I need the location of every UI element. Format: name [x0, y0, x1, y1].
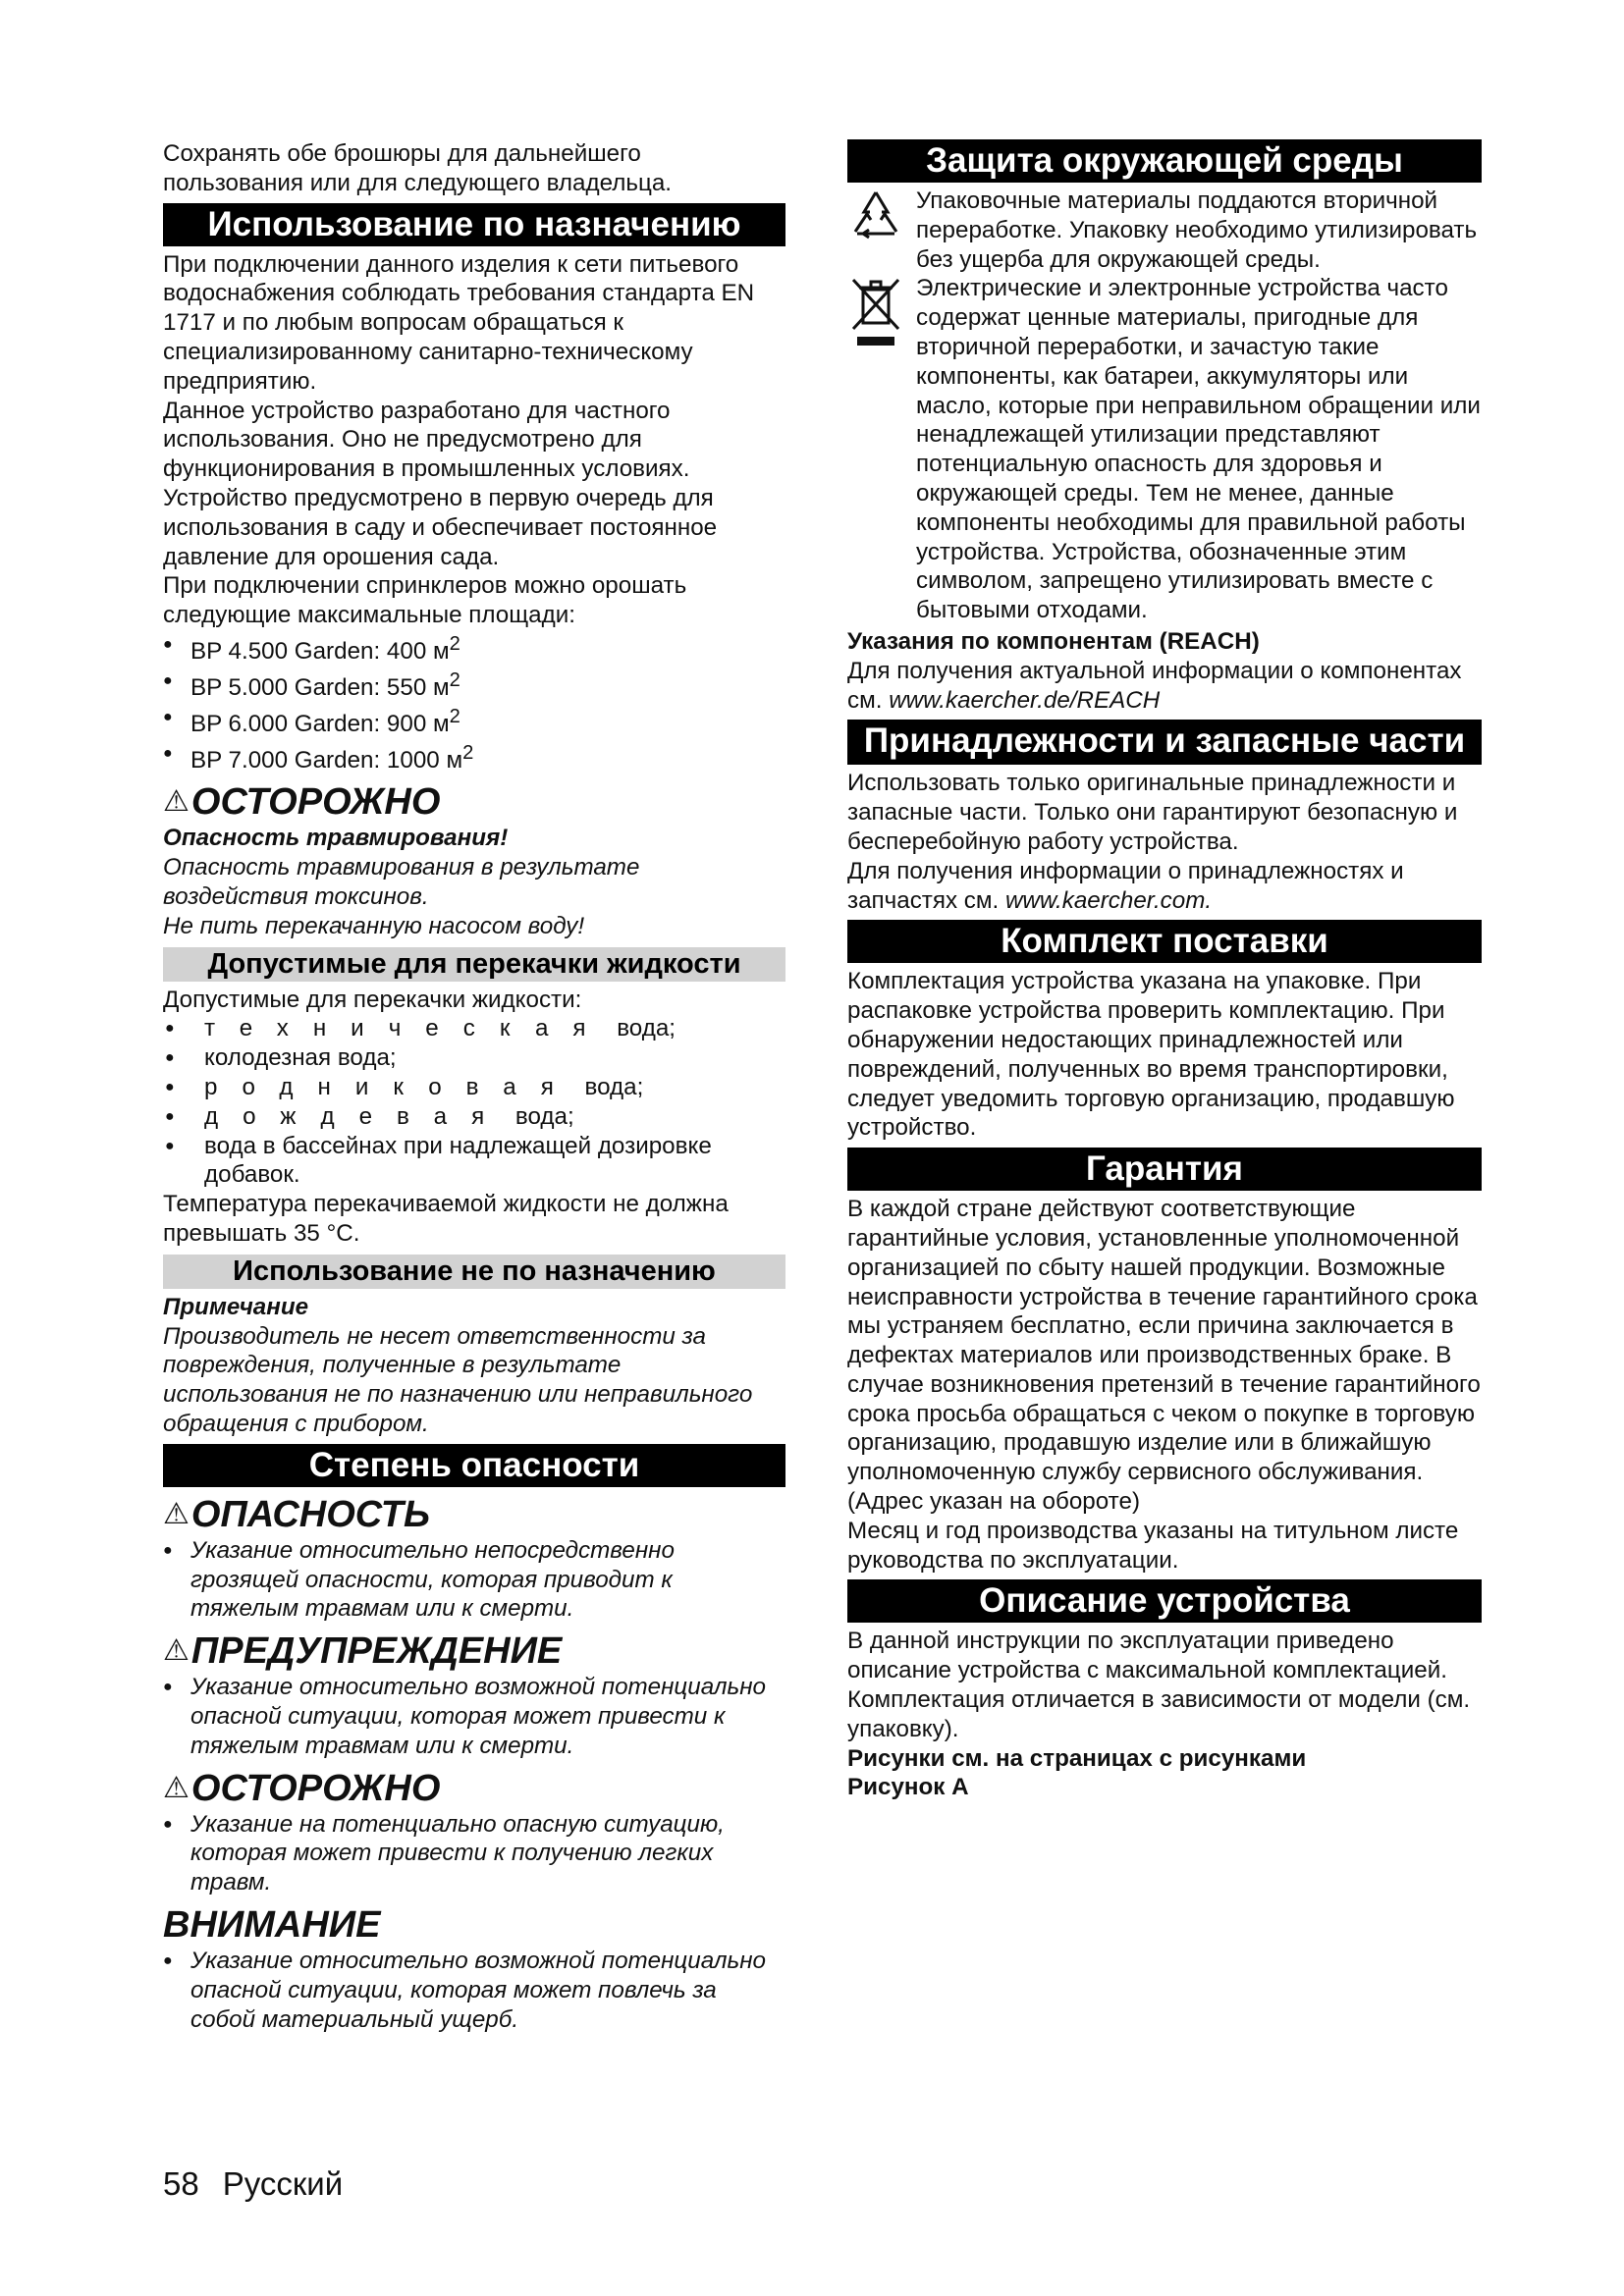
- caution-heading: ⚠ОСТОРОЖНО: [163, 781, 441, 824]
- warning-triangle-icon: ⚠: [163, 1771, 189, 1804]
- delivery-text: Комплектация устройства указана на упаковке. При распаковке устройства проверить комплектацию. При обнаружении недостающих принадлежностей или повреждений, полученных во время транспортировки, следует уведомить торговую организацию, продавшую устройство.: [847, 968, 1455, 1142]
- section-title-device-description: Описание устройства: [847, 1579, 1482, 1623]
- crossed-bin-icon: [847, 274, 908, 355]
- right-column: [847, 139, 1482, 1802]
- page-number: 58: [163, 2165, 199, 2202]
- danger-text: ● Указание относительно непосредственно грозящей опасности, которая приводит к тяжелым травмам или к смерти.: [163, 1536, 785, 1624]
- section-title-scope-of-delivery: Комплект поставки: [847, 920, 1482, 963]
- caution-line-1: Опасность травмирования в результате воздействия токсинов.: [163, 854, 640, 910]
- kaercher-link[interactable]: www.kaercher.com.: [1004, 886, 1213, 914]
- liquids-temperature: Температура перекачиваемой жидкости не должна превышать 35 °C.: [163, 1191, 729, 1247]
- warning-text: ● Указание относительно возможной потенциально опасной ситуации, которая может привести к тяжелым травмам или к смерти.: [163, 1673, 785, 1760]
- reach-text: Для получения актуальной информации о компонентах см. www.kaercher.de/REACH: [847, 657, 1462, 714]
- attention-text: ● Указание относительно возможной потенциально опасной ситуации, которая может повлечь за собой материальный ущерб.: [163, 1947, 785, 2034]
- area-item: ● BP 4.500 Garden: 400 $м^2$: [163, 630, 785, 667]
- caution-level-text: ● Указание на потенциально опасную ситуацию, которая может привести к получению легких травм.: [163, 1810, 785, 1897]
- left-column: [163, 139, 785, 2034]
- description-text: В данной инструкции по эксплуатации приведено описание устройства с максимальной комплектацией. Комплектация отличается в зависимости от модели (см. упаковку).: [847, 1628, 1471, 1742]
- danger-heading: ⚠ОПАСНОСТЬ: [163, 1493, 430, 1535]
- liquids-list: [163, 1014, 785, 1190]
- reach-title: Указания по компонентам (REACH): [847, 627, 1260, 655]
- section-title-warranty: Гарантия: [847, 1148, 1482, 1191]
- liquid-item: ● дождевая вода;: [163, 1102, 785, 1132]
- page-language: Русский: [222, 2165, 344, 2202]
- accessories-p1: Использовать только оригинальные принадлежности и запасные части. Только они гарантируют безопасную и бесперебойную работу устройства.: [847, 770, 1458, 855]
- warning-triangle-icon: ⚠: [163, 1634, 189, 1668]
- figure-a-label: Рисунок A: [847, 1774, 969, 1801]
- packaging-block: [847, 187, 1482, 274]
- intended-use-p3: Устройство предусмотрено в первую очередь для использования в саду и обеспечивает постоянное давление для орошения сада.: [163, 484, 718, 570]
- note-text: Производитель не несет ответственности за повреждения, полученные в результате использования не по назначению или неправильного обращения с прибором.: [163, 1322, 753, 1437]
- page-footer: [163, 2165, 366, 2203]
- section-title-misuse: Использование не по назначению: [163, 1255, 785, 1289]
- recycle-icon: [847, 187, 908, 248]
- caution-line-2: Не пить перекачанную насосом воду!: [163, 912, 585, 939]
- note-title: Примечание: [163, 1293, 309, 1320]
- liquid-item: ● техническая вода;: [163, 1014, 785, 1043]
- reach-link[interactable]: www.kaercher.de/REACH: [889, 686, 1161, 714]
- intended-use-p1: При подключении данного изделия к сети питьевого водоснабжения соблюдать требования стандарта EN 1717 и по любым вопросам обращаться к специализированному санитарно-техническому предприятию.: [163, 250, 755, 395]
- area-list: [163, 630, 785, 774]
- weee-text: Электрические и электронные устройства часто содержат ценные материалы, пригодные для вторичной переработки, и зачастую такие компоненты, как батареи, аккумуляторы или масло, которые при неправильном обращении или ненадлежащей утилизации представляют потенциальную опасность для здоровья и окружающей среды. Тем не менее, данные компоненты необходимы для правильной работы устройства. Устройства, обозначенные этим символом, запрещено утилизировать вместе с бытовыми отходами.: [916, 275, 1481, 624]
- warranty-address: (Адрес указан на обороте): [847, 1488, 1140, 1516]
- section-title-hazard-levels: Степень опасности: [163, 1444, 785, 1487]
- liquids-intro: Допустимые для перекачки жидкости:: [163, 986, 582, 1013]
- attention-heading: ВНИМАНИЕ: [163, 1903, 381, 1946]
- liquid-item: ● вода в бассейнах при надлежащей дозировке добавок.: [163, 1132, 785, 1191]
- area-item: ● BP 6.000 Garden: 900 $м^2$: [163, 703, 785, 739]
- warning-triangle-icon: ⚠: [163, 1497, 189, 1530]
- weee-block: [847, 274, 1482, 625]
- caution-level-heading: ⚠ОСТОРОЖНО: [163, 1767, 441, 1809]
- liquid-item: ● колодезная вода;: [163, 1043, 785, 1073]
- intro-text: Сохранять обе брошюры для дальнейшего пользования или для следующего владельца.: [163, 140, 672, 196]
- figures-reference: Рисунки см. на страницах с рисунками: [847, 1744, 1307, 1772]
- warning-triangle-icon: ⚠: [163, 785, 189, 819]
- packaging-text: Упаковочные материалы поддаются вторичной переработке. Упаковку необходимо утилизировать без ущерба для окружающей среды.: [916, 187, 1478, 273]
- intended-use-p4: При подключении спринклеров можно орошать следующие максимальные площади:: [163, 572, 687, 629]
- area-item: ● BP 5.000 Garden: 550 $м^2$: [163, 667, 785, 703]
- accessories-p2: Для получения информации о принадлежностях и запчастях см. www.kaercher.com.: [847, 857, 1404, 914]
- section-title-environment: Защита окружающей среды: [847, 139, 1482, 183]
- caution-subtitle: Опасность травмирования!: [163, 825, 509, 852]
- warning-heading: ⚠ПРЕДУПРЕЖДЕНИЕ: [163, 1630, 563, 1673]
- warranty-text: В каждой стране действуют соответствующие гарантийные условия, установленные уполномоченной организацией по сбыту нашей продукции. Возможные неисправности устройства в течение гарантийного срока мы устраняем бесплатно, если причина заключается в дефектах материалов или производственных браке. В случае возникновения претензий в течение гарантийного срока просьба обращаться с чеком о покупке в торговую организацию, продавшую изделие или в ближайшую уполномоченную службу сервисного обслуживания.: [847, 1196, 1481, 1486]
- liquid-item: ● родниковая вода;: [163, 1073, 785, 1102]
- warranty-date: Месяц и год производства указаны на титульном листе руководства по эксплуатации.: [847, 1517, 1459, 1574]
- area-item: ● BP 7.000 Garden: 1000 $м^2$: [163, 739, 785, 775]
- intended-use-p2: Данное устройство разработано для частного использования. Оно не предусмотрено для функционирования в промышленных условиях.: [163, 397, 690, 483]
- section-title-intended-use: Использование по назначению: [163, 203, 785, 246]
- section-title-liquids: Допустимые для перекачки жидкости: [163, 947, 785, 982]
- section-title-accessories: Принадлежности и запасные части: [847, 720, 1482, 765]
